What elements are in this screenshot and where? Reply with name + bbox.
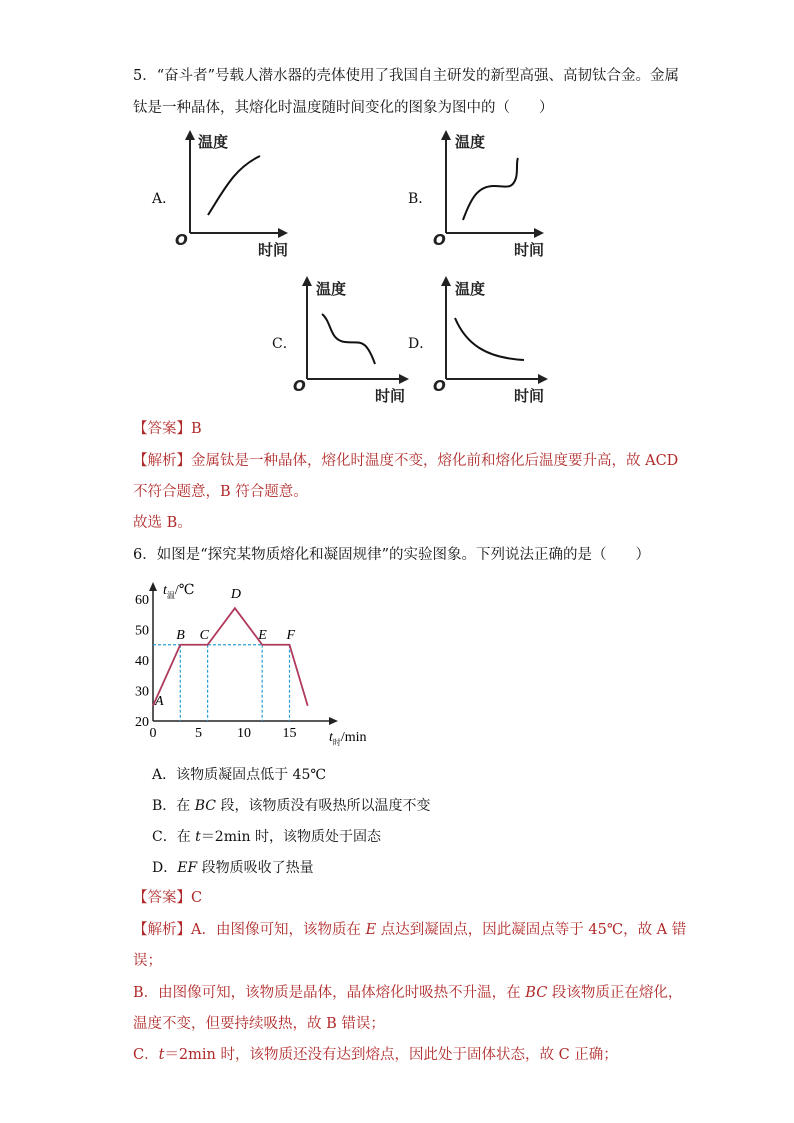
q5-option-c-xlabel: 时间 <box>375 387 406 405</box>
q5-option-b-curve <box>463 158 518 220</box>
q6-option-d <box>152 857 314 877</box>
q6-point-label-a: A <box>155 693 164 709</box>
q6-point-label-c: C <box>199 627 209 643</box>
q6-analysis-a-line1: 【解析】A．由图像可知，该物质在 E 点达到凝固点，因此凝固点等于 45℃，故 A 错 <box>133 922 687 938</box>
q6-point-label-b: B <box>176 627 185 643</box>
q6-point-labels <box>154 587 296 709</box>
q6-x-tick-label: 5 <box>195 726 202 741</box>
q6-guide-lines <box>153 645 290 721</box>
q6-ticks <box>135 593 297 741</box>
q6-ylabel: $t_温/℃$ <box>163 583 195 600</box>
q6-y-tick-label: 50 <box>135 623 149 639</box>
q6-option-b-post: 段，该物质没有吸热所以温度不变 <box>216 798 431 814</box>
q6-option-c-pre: C．在 <box>152 829 196 845</box>
q6-y-tick-label: 30 <box>135 684 149 700</box>
q6-option-a: A．该物质凝固点低于 45℃ <box>152 767 327 783</box>
q6-option-c-it: t <box>195 829 201 845</box>
q5-option-d-letter: D． <box>408 336 434 352</box>
q6-y-axis-arrow <box>149 582 157 591</box>
q5-analysis-line2: 不符合题意，B 符合题意。 <box>133 484 308 500</box>
q5-option-c-letter: C． <box>272 336 297 352</box>
q6-analysis-a-line2: 误； <box>133 953 162 969</box>
q5-answer <box>133 419 202 439</box>
q6-analysis-tag: 【解析】 <box>133 922 191 938</box>
q5-option-d-origin: O <box>433 377 446 395</box>
q6-y-tick-label: 60 <box>135 593 149 608</box>
q5-option-a-curve <box>208 156 260 215</box>
q5-answer-value: B <box>191 421 202 437</box>
q6-option-c-post: ＝2min 时，该物质处于固态 <box>200 829 381 845</box>
q5-option-a-letter: A． <box>152 191 177 207</box>
q6-answer <box>133 888 202 908</box>
q6-answer-tag: 【答案】 <box>133 890 191 906</box>
q6-x-tick-label: 15 <box>282 726 297 741</box>
q5-option-c-ylabel: 温度 <box>316 280 347 298</box>
q5-analysis-line1 <box>133 451 678 471</box>
q6-x-tick-label: 0 <box>149 726 157 741</box>
q6-analysis-c-line1: C．t＝2min 时，该物质还没有达到熔点，因此处于固体状态，故 C 正确； <box>133 1047 618 1063</box>
q6-point-label-e: E <box>258 627 267 643</box>
q5-option-a-xlabel: 时间 <box>258 241 289 259</box>
q6-curve <box>153 608 308 706</box>
q5-conclusion: 故选 B。 <box>133 515 192 531</box>
q6-point-label-f: F <box>286 627 296 643</box>
q6-option-d-post: 段物质吸收了热量 <box>197 860 314 876</box>
q6-x-tick-label: 10 <box>237 726 251 741</box>
q5-answer-tag: 【答案】 <box>133 421 191 437</box>
q5-option-a-ylabel: 温度 <box>198 133 229 151</box>
q5-option-c-graph <box>287 274 417 389</box>
q5-stem-line2: 钛是一种晶体，其熔化时温度随时间变化的图象为图中的（ ） <box>133 100 554 116</box>
q5-option-d-ylabel: 温度 <box>455 280 486 298</box>
q6-option-d-pre: D． <box>152 860 178 876</box>
q6-x-axis-arrow <box>329 717 338 725</box>
q5-analysis-text1: 金属钛是一种晶体，熔化时温度不变，熔化前和熔化后温度要升高，故 ACD <box>191 453 679 469</box>
q5-option-b-graph <box>426 128 556 243</box>
q6-stem: 6．如图是“探究某物质熔化和凝固规律”的实验图象。下列说法正确的是（ ） <box>133 547 651 563</box>
q6-chart <box>133 574 383 754</box>
q6-analysis-b-line2: 温度不变，但要持续吸热，故 B 错误； <box>133 1016 385 1032</box>
q5-option-a-origin: O <box>175 231 188 249</box>
q5-option-b-letter: B． <box>408 191 433 207</box>
q5-option-d-xlabel: 时间 <box>514 387 545 405</box>
q5-option-a-graph <box>170 128 300 243</box>
q6-option-b <box>152 795 430 815</box>
q5-analysis-tag: 【解析】 <box>133 453 191 469</box>
q5-option-c-origin: O <box>293 377 306 395</box>
q6-option-b-it: BC <box>194 798 217 814</box>
q6-xlabel: $t_时/\min$ <box>329 730 367 747</box>
q5-option-d-curve <box>455 318 524 360</box>
q5-option-b-origin: O <box>433 231 446 249</box>
q6-y-tick-label: 20 <box>135 715 149 730</box>
q5-option-c-curve <box>322 314 375 364</box>
q5-option-b-ylabel: 温度 <box>455 133 486 151</box>
q6-option-d-it: EF <box>177 860 198 876</box>
q6-option-b-pre: B．在 <box>152 798 195 814</box>
q6-answer-value: C <box>191 890 203 906</box>
q5-option-b-xlabel: 时间 <box>514 241 545 259</box>
q6-option-c <box>152 826 381 846</box>
q5-option-d-graph <box>426 274 556 389</box>
q6-analysis-b-line1: B．由图像可知，该物质是晶体，晶体熔化时吸热不升温，在 BC 段该物质正在熔化， <box>133 985 683 1001</box>
q5-stem-line1: 5．“奋斗者”号载人潜水器的壳体使用了我国自主研发的新型高强、高韧钛合金。金属 <box>133 68 680 84</box>
q6-point-label-d: D <box>230 587 242 603</box>
q6-y-tick-label: 40 <box>135 654 149 669</box>
